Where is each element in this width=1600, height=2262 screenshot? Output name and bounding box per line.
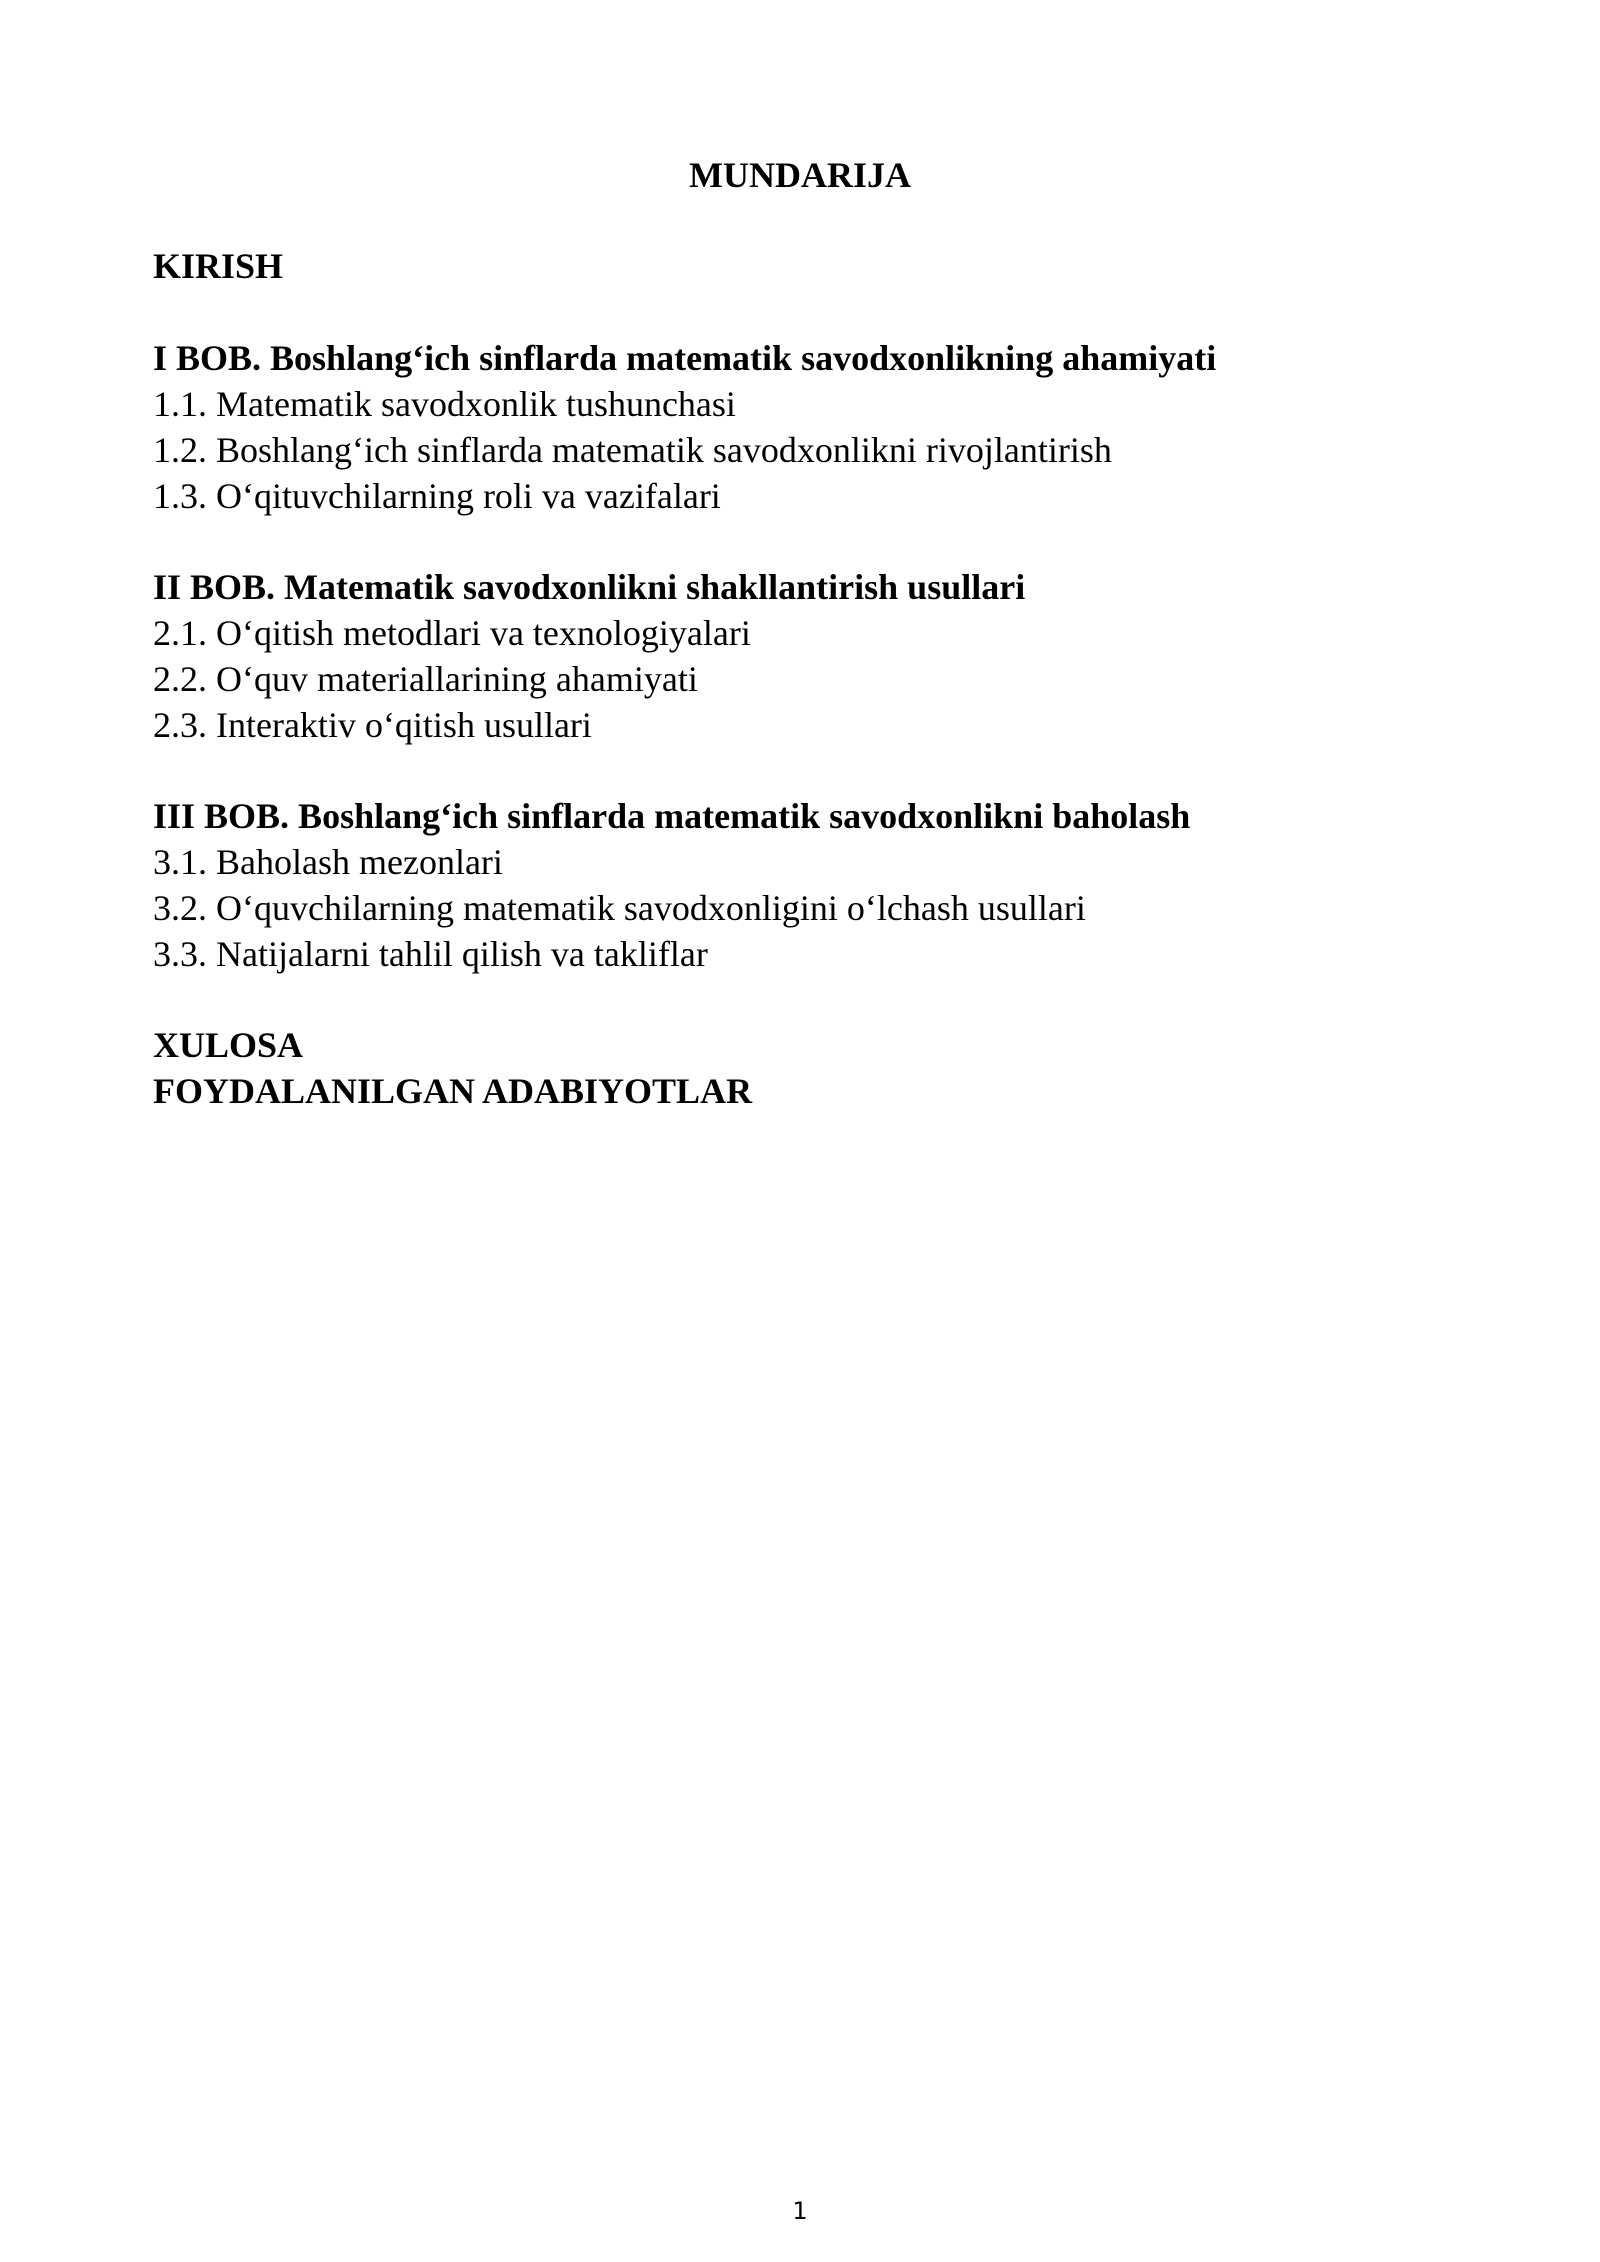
section-3-3: 3.3. Natijalarni tahlil qilish va takliflar bbox=[153, 934, 708, 974]
section-3-2: 3.2. O‘quvchilarning matematik savodxonligini o‘lchash usullari bbox=[153, 888, 1086, 928]
toc-title: MUNDARIJA bbox=[689, 155, 911, 195]
chapter-2-heading: II BOB. Matematik savodxonlikni shakllantirish usullari bbox=[153, 567, 1026, 607]
toc-conclusion: XULOSA bbox=[153, 1025, 304, 1065]
toc-references: FOYDALANILGAN ADABIYOTLAR bbox=[153, 1071, 753, 1111]
section-2-1: 2.1. O‘qitish metodlari va texnologiyalari bbox=[153, 613, 751, 653]
toc-intro: KIRISH bbox=[153, 246, 284, 286]
page-number: 1 bbox=[792, 2197, 808, 2225]
section-1-2: 1.2. Boshlang‘ich sinflarda matematik savodxonlikni rivojlantirish bbox=[153, 430, 1112, 470]
section-2-3: 2.3. Interaktiv o‘qitish usullari bbox=[153, 705, 592, 745]
section-1-1: 1.1. Matematik savodxonlik tushunchasi bbox=[153, 384, 736, 424]
section-2-2: 2.2. O‘quv materiallarining ahamiyati bbox=[153, 659, 698, 699]
chapter-1-heading: I BOB. Boshlang‘ich sinflarda matematik savodxonlikning ahamiyati bbox=[153, 338, 1217, 378]
chapter-3-heading: III BOB. Boshlang‘ich sinflarda matematik savodxonlikni baholash bbox=[153, 796, 1191, 836]
section-3-1: 3.1. Baholash mezonlari bbox=[153, 842, 503, 882]
section-1-3: 1.3. O‘qituvchilarning roli va vazifalari bbox=[153, 476, 721, 516]
